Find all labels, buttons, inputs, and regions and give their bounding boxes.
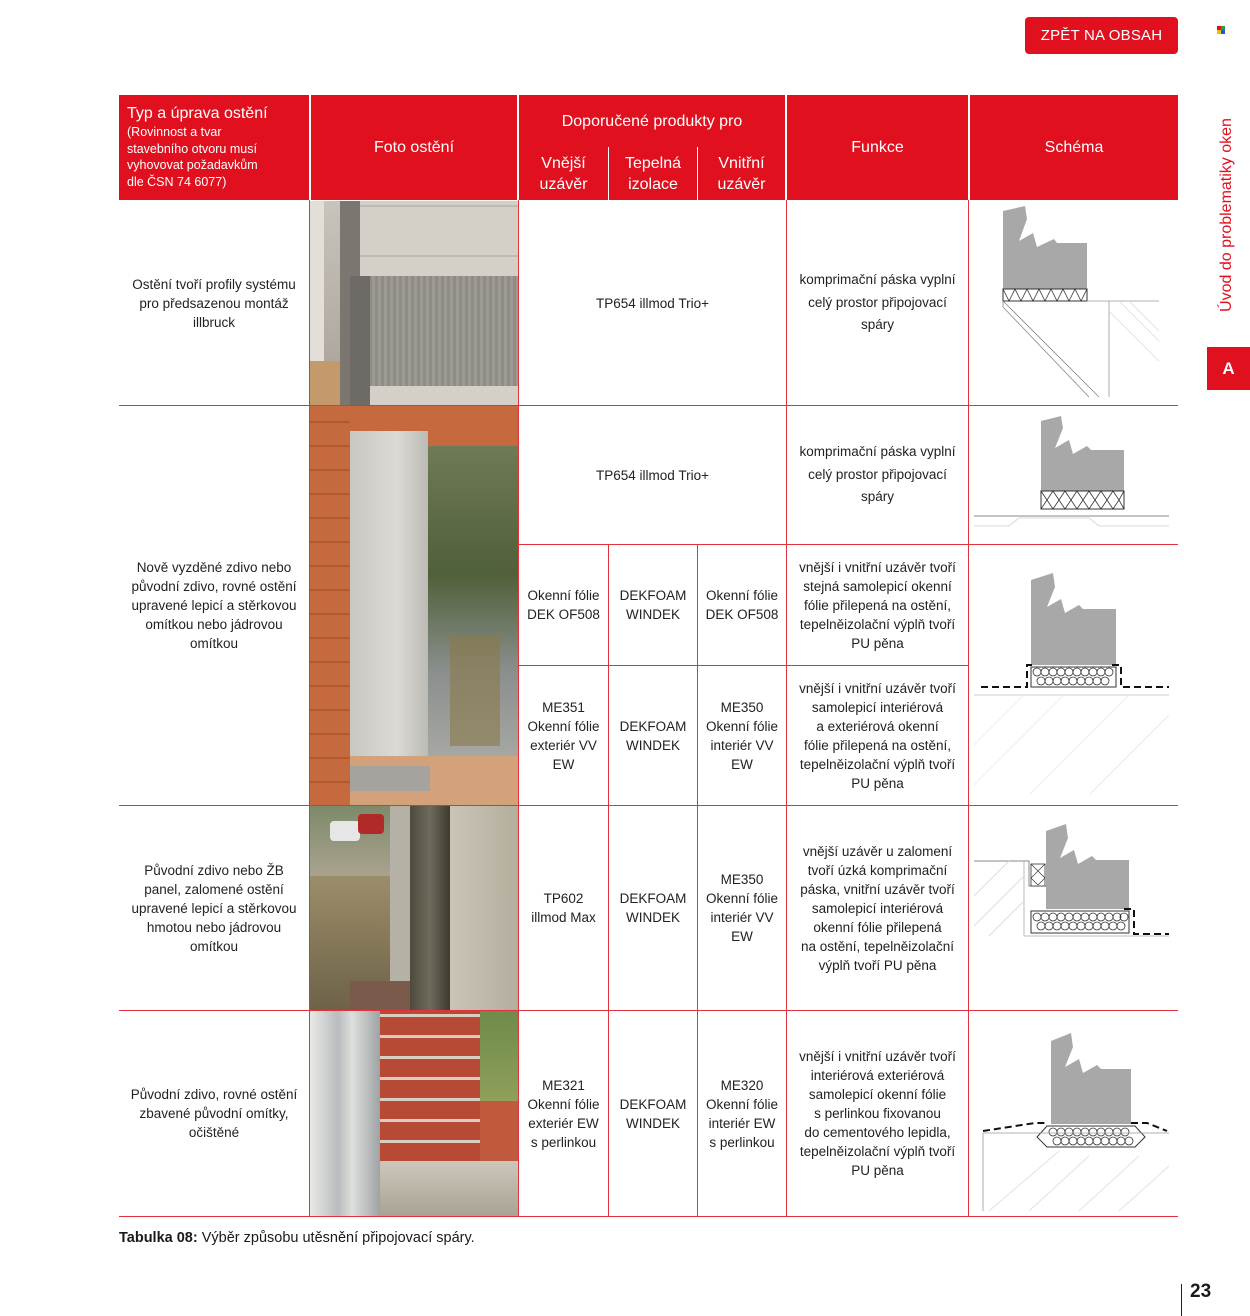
header-schema: Schéma xyxy=(970,95,1178,200)
schema-diagram xyxy=(969,406,1178,544)
photo-concrete-reveal xyxy=(310,806,518,1010)
tepelna-cell: DEKFOAM WINDEK xyxy=(619,588,687,622)
schema-diagram xyxy=(969,806,1178,1010)
header-typ-title: Typ a úprava ostění xyxy=(127,105,268,122)
row-typ-text: Původní zdivo, rovné ostění zbavené původní omítky, očištěné xyxy=(130,1087,298,1140)
section-side-label: Úvod do problematiky oken xyxy=(1218,118,1236,312)
vnitrni-cell: ME350 Okenní fólie interiér VV EW xyxy=(705,699,779,772)
vnejsi-cell: ME321 Okenní fólie exteriér EW s perlinkou xyxy=(527,1077,600,1150)
back-to-contents-button[interactable]: ZPĚT NA OBSAH xyxy=(1025,17,1178,54)
funkce-cell: komprimační páska vyplní celý prostor připojovací spáry xyxy=(799,444,956,505)
funkce-cell: vnější i vnitřní uzávěr tvoří samolepicí interiérová a exteriérová okenní fólie přilepená na ostění, tepelněizolační výplň tvoří PU pěna xyxy=(799,680,956,791)
schema-diagram xyxy=(969,1011,1178,1216)
row-typ-text: Nově vyzděné zdivo nebo původní zdivo, rovné ostění upravené lepicí a stěrkovou omítkou nebo jádrovou omítkou xyxy=(131,560,297,651)
header-foto: Foto ostění xyxy=(311,95,517,200)
photo-sill-profile xyxy=(310,201,518,405)
header-typ-note: vyhovovat požadavkům xyxy=(127,158,258,172)
schema-diagram xyxy=(969,201,1178,405)
funkce-cell: vnější uzávěr u zalomení tvoří úzká komprimační páska, vnitřní uzávěr tvoří samolepicí interiérová okenní fólie přilepená na ostění, tepelněizolační výplň tvoří PU pěna xyxy=(800,843,955,973)
vnitrni-cell: ME320 Okenní fólie interiér EW s perlinkou xyxy=(705,1077,779,1150)
vnejsi-cell: ME351 Okenní fólie exteriér VV EW xyxy=(527,699,600,772)
schema-diagram xyxy=(969,545,1178,805)
product-cell: TP654 illmod Trio+ xyxy=(596,295,709,311)
tepelna-cell: DEKFOAM WINDEK xyxy=(619,891,687,925)
page-divider xyxy=(1181,1284,1182,1316)
header-typ xyxy=(119,95,309,200)
product-cell: TP654 illmod Trio+ xyxy=(596,467,709,483)
page-number: 23 xyxy=(1190,1281,1212,1302)
header-funkce: Funkce xyxy=(787,95,968,200)
vnitrni-cell: ME350 Okenní fólie interiér VV EW xyxy=(705,872,779,944)
products-table xyxy=(119,95,1178,1217)
table-caption xyxy=(119,1230,475,1246)
vnejsi-cell: Okenní fólie DEK OF508 xyxy=(527,588,600,622)
header-vnitrni: Vnitřní uzávěr xyxy=(698,147,785,200)
row-typ-text: Ostění tvoří profily systému pro předsazenou montáž illbruck xyxy=(132,276,296,330)
caption-text: Výběr způsobu utěsnění připojovací spáry. xyxy=(197,1230,475,1246)
funkce-cell: vnější i vnitřní uzávěr tvoří interiérová exteriérová samolepicí okenní fólie s perlinkou fixovanou do cementového lepidla, tepelněizolační výplň tvoří PU pěna xyxy=(799,1049,956,1178)
tepelna-cell: DEKFOAM WINDEK xyxy=(619,718,687,753)
caption-label: Tabulka 08: xyxy=(119,1230,198,1246)
photo-old-brick xyxy=(310,1011,518,1216)
header-tepelna: Tepelná izolace xyxy=(609,147,697,200)
photo-brick-opening xyxy=(310,406,518,805)
funkce-cell: vnější i vnitřní uzávěr tvoří stejná samolepicí okenní fólie přilepená na ostění, tepelněizolační výplň tvoří PU pěna xyxy=(799,559,956,651)
header-products-group: Doporučené produkty pro xyxy=(519,95,785,147)
color-mark-icon xyxy=(1217,26,1225,34)
header-typ-note: dle ČSN 74 6077) xyxy=(127,174,227,189)
funkce-cell: komprimační páska vyplní celý prostor připojovací spáry xyxy=(799,272,956,333)
vnitrni-cell: Okenní fólie DEK OF508 xyxy=(705,588,779,622)
header-vnejsi: Vnější uzávěr xyxy=(519,147,608,200)
header-typ-note: stavebního otvoru musí xyxy=(127,141,257,156)
row-typ-text: Původní zdivo nebo ŽB panel, zalomené ostění upravené lepicí a stěrkovou hmotou nebo jádrovou omítkou xyxy=(131,862,297,954)
tepelna-cell: DEKFOAM WINDEK xyxy=(619,1096,687,1131)
vnejsi-cell: TP602 illmod Max xyxy=(531,891,596,925)
header-typ-note: (Rovinnost a tvar xyxy=(127,125,222,139)
section-tab[interactable]: A xyxy=(1207,347,1250,390)
